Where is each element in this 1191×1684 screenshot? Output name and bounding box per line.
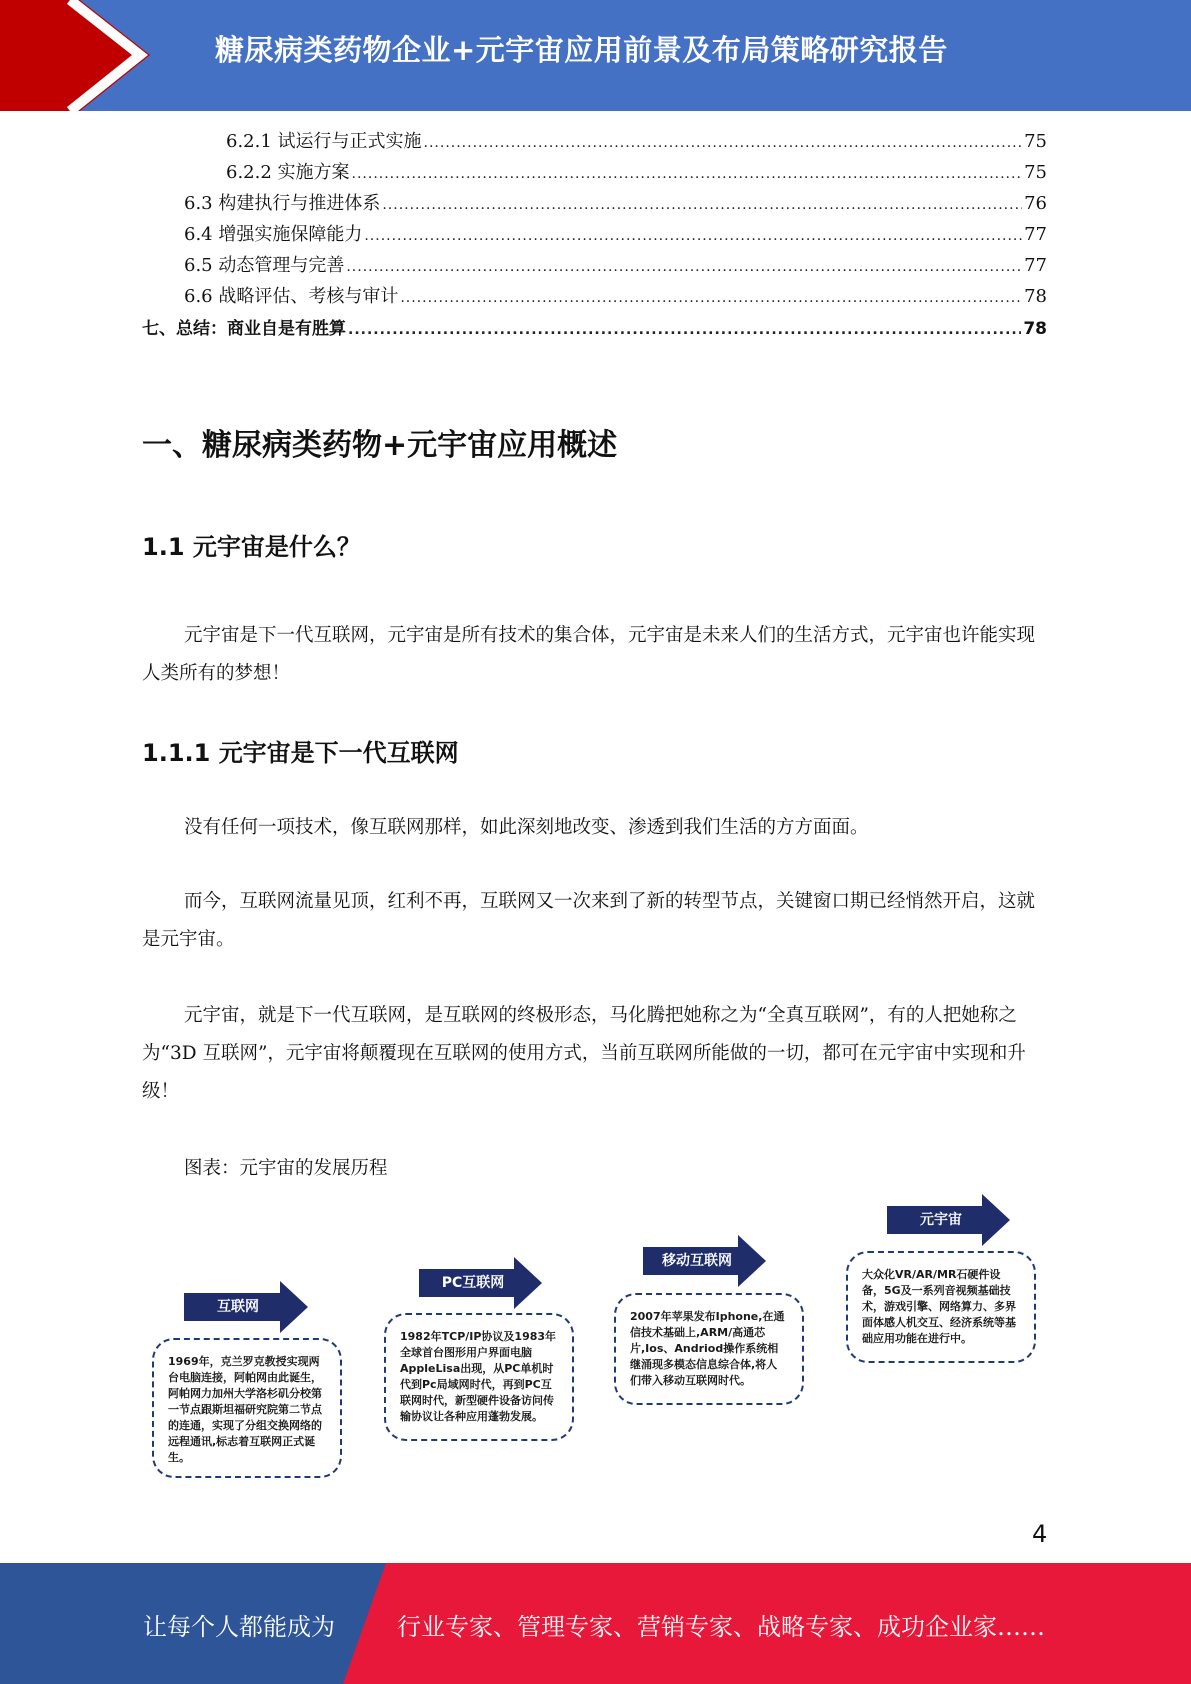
- toc-entry-page: 78: [1023, 319, 1047, 339]
- toc-entry-page: 76: [1024, 193, 1047, 214]
- toc-leader-dots: [348, 319, 1021, 341]
- timeline-stage-box: 大众化VR/AR/MR石硬件设备，5G及一系列音视频基础技术，游戏引擎、网络算力、多界面体感人机交互、经济系统等基础应用功能在进行中。: [846, 1251, 1036, 1363]
- toc-entry-label: 七、总结：商业自是有胜算: [142, 319, 346, 339]
- timeline-stage-label: 移动互联网: [662, 1253, 732, 1269]
- toc-entry-chapter[interactable]: [142, 318, 1047, 341]
- page-header: [0, 0, 1191, 111]
- figure-caption: 图表：元宇宙的发展历程: [184, 1158, 388, 1179]
- toc-leader-dots: [346, 256, 1022, 278]
- toc-entry-label: 6.5 动态管理与完善: [184, 255, 345, 276]
- toc-entry-page: 77: [1024, 224, 1047, 245]
- toc-entry[interactable]: [184, 193, 1047, 216]
- toc-entry-page: 75: [1024, 162, 1047, 183]
- toc-entry-label: 6.3 构建执行与推进体系: [184, 193, 381, 214]
- timeline-stage-box: 2007年苹果发布Iphone,在通信技术基础上,ARM/高通芯片,Ios、Andriod操作系统相继涌现多模态信息综合体,将人们带入移动互联网时代。: [614, 1293, 804, 1405]
- toc-leader-dots: [364, 225, 1022, 247]
- toc-leader-dots: [382, 194, 1022, 216]
- timeline-stage-box: 1982年TCP/IP协议及1983年全球首台图形用户界面电脑AppleLisa出现，从PC单机时代到Pc局域网时代，再到PC互联网时代，新型硬件设备访问传输协议让各种应用蓬勃发展。: [384, 1313, 574, 1441]
- toc-entry[interactable]: [184, 286, 1047, 309]
- toc-entry[interactable]: [184, 224, 1047, 247]
- timeline-stage-label: PC互联网: [441, 1275, 505, 1291]
- toc-entry-label: 6.6 战略评估、考核与审计: [184, 286, 399, 307]
- timeline-stage-label: 互联网: [217, 1299, 259, 1315]
- paragraph: 没有任何一项技术，像互联网那样，如此深刻地改变、渗透到我们生活的方方面面。: [184, 817, 869, 838]
- toc-entry-page: 77: [1024, 255, 1047, 276]
- paragraph: 而今，互联网流量见顶，红利不再，互联网又一次来到了新的转型节点，关键窗口期已经悄然开启，这就是元宇宙。: [142, 891, 1036, 950]
- toc-entry[interactable]: [184, 255, 1047, 278]
- toc-entry[interactable]: [226, 162, 1047, 185]
- toc-entry-label: 6.2.1 试运行与正式实施: [226, 131, 422, 152]
- section-heading-1-1: 1.1 元宇宙是什么？: [142, 533, 361, 561]
- toc-entry[interactable]: [226, 131, 1047, 154]
- timeline-stage-box: 1969年，克兰罗克教授实现两台电脑连接，阿帕网由此诞生，阿帕网力加州大学洛杉矶分校第一节点跟斯坦福研究院第二节点的连通，实现了分组交换网络的远程通讯,标志着互联网正式诞生。: [152, 1338, 342, 1478]
- toc-entry-label: 6.2.2 实施方案: [226, 162, 350, 183]
- toc-leader-dots: [352, 163, 1023, 185]
- header-title: 糖尿病类药物企业+元宇宙应用前景及布局策略研究报告: [215, 33, 948, 67]
- paragraph: 元宇宙，就是下一代互联网，是互联网的终极形态，马化腾把她称之为“全真互联网”，有的人把她称之为“3D 互联网”，元宇宙将颠覆现在互联网的使用方式，当前互联网所能做的一切，都可在元宇宙中实现和升级！: [142, 1005, 1026, 1102]
- page-number: 4: [1032, 1520, 1048, 1548]
- section-heading-1-1-1: 1.1.1 元宇宙是下一代互联网: [142, 739, 459, 767]
- footer-slogan-left: 让每个人都能成为: [143, 1613, 335, 1641]
- toc-leader-dots: [400, 287, 1022, 309]
- page-footer: [0, 1563, 1191, 1684]
- toc-entry-page: 78: [1024, 286, 1047, 307]
- toc-entry-page: 75: [1024, 131, 1047, 152]
- timeline-stage-label: 元宇宙: [920, 1212, 962, 1228]
- paragraph: 元宇宙是下一代互联网，元宇宙是所有技术的集合体，元宇宙是未来人们的生活方式，元宇宙也许能实现人类所有的梦想！: [142, 625, 1036, 684]
- toc-leader-dots: [424, 132, 1023, 154]
- section-heading-1: 一、糖尿病类药物+元宇宙应用概述: [142, 428, 618, 463]
- footer-slogan-right: 行业专家、管理专家、营销专家、战略专家、成功企业家……: [397, 1613, 1045, 1641]
- toc-entry-label: 6.4 增强实施保障能力: [184, 224, 363, 245]
